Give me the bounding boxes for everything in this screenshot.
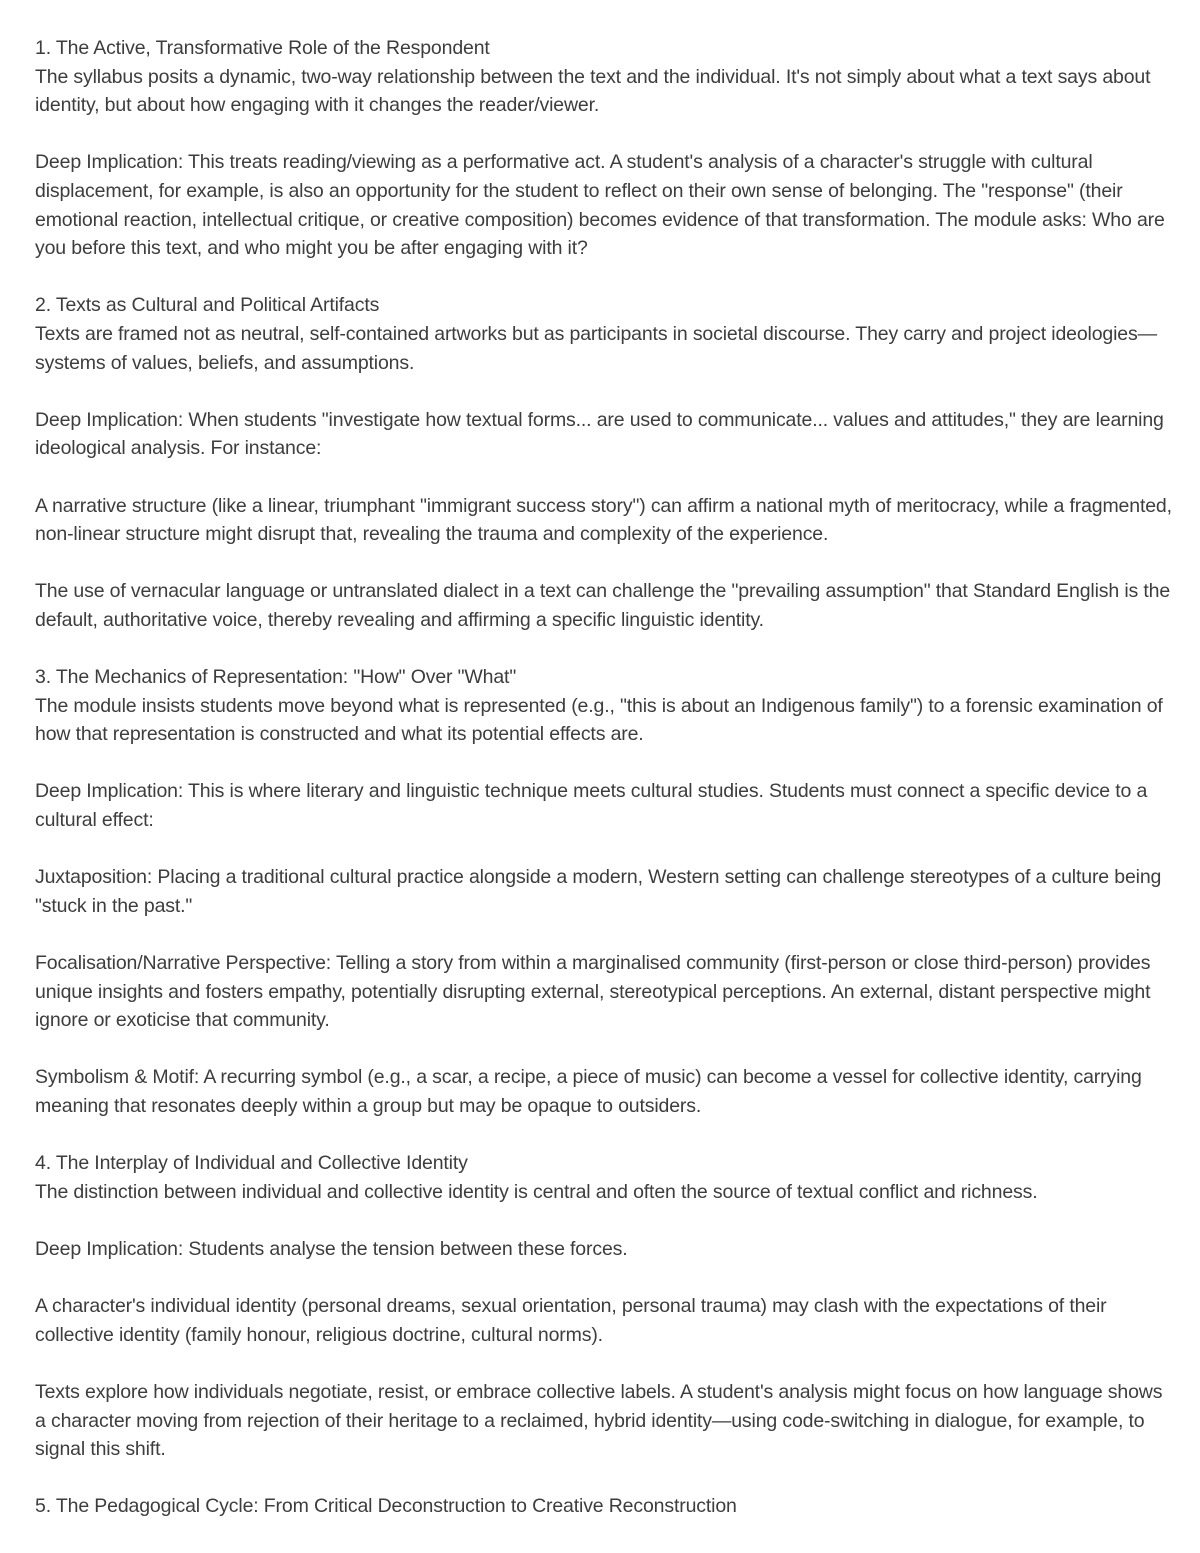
- section-2: [35, 291, 1178, 634]
- paragraph: The use of vernacular language or untranslated dialect in a text can challenge the "prevailing assumption" that Standard English is the default, authoritative voice, thereby revealing and affirming a specific linguistic identity.: [35, 580, 1176, 631]
- document-body: [35, 34, 1178, 1521]
- paragraph: Texts explore how individuals negotiate, resist, or embrace collective labels. A student's analysis might focus on how language shows a character moving from rejection of their heritage to a reclaimed, hybrid identity—using code-switching in dialogue, for example, to signal this shift.: [35, 1380, 1168, 1461]
- section-heading: 1. The Active, Transformative Role of the Respondent: [35, 37, 490, 59]
- section-heading: 4. The Interplay of Individual and Collective Identity: [35, 1152, 468, 1175]
- paragraph: Texts are framed not as neutral, self-contained artworks but as participants in societal discourse. They carry and project ideologies—systems of values, beliefs, and assumptions.: [35, 322, 1157, 374]
- section-heading: 5. The Pedagogical Cycle: From Critical Deconstruction to Creative Reconstruction: [35, 1495, 737, 1518]
- paragraph: A narrative structure (like a linear, triumphant "immigrant success story") can affirm a national myth of meritocracy, while a fragmented, non-linear structure might disrupt that, revealing the trauma and complexity of the experience.: [35, 494, 1178, 546]
- section-heading: 3. The Mechanics of Representation: "How" Over "What": [35, 666, 517, 689]
- paragraph: Juxtaposition: Placing a traditional cultural practice alongside a modern, Western setting can challenge stereotypes of a culture being "stuck in the past.": [35, 866, 1167, 917]
- paragraph: Deep Implication: This treats reading/viewing as a performative act. A student's analysis of a character's struggle with cultural displacement, for example, is also an opportunity for the student to reflect on their own sense of belonging. The "response" (their emotional reaction, intellectual critique, or creative composition) becomes evidence of that transformation. The module asks: Who are you before this text, and who might you be after engaging with it?: [35, 151, 1170, 260]
- paragraph: Focalisation/Narrative Perspective: Telling a story from within a marginalised community (first-person or close third-person) provides unique insights and fosters empathy, potentially disrupting external, stereotypical perceptions. An external, distant perspective might ignore or exoticise that community.: [35, 952, 1156, 1032]
- section-4: [35, 1149, 1175, 1464]
- section-1: [35, 34, 1175, 263]
- paragraph: Deep Implication: Students analyse the tension between these forces.: [35, 1237, 628, 1260]
- paragraph: The module insists students move beyond what is represented (e.g., "this is about an Indigenous family") to a forensic examination of how that representation is constructed and what its potential effects are.: [35, 694, 1168, 746]
- paragraph: A character's individual identity (personal dreams, sexual orientation, personal trauma) may clash with the expectations of their collective identity (family honour, religious doctrine, cultural norms).: [35, 1295, 1112, 1346]
- section-5: [35, 1492, 1175, 1521]
- paragraph: Deep Implication: When students "investigate how textual forms... are used to communicate... values and attitudes," they are learning ideological analysis. For instance:: [35, 408, 1170, 460]
- paragraph: Symbolism & Motif: A recurring symbol (e.g., a scar, a recipe, a piece of music) can become a vessel for collective identity, carrying meaning that resonates deeply within a group but may be opaque to outsiders.: [35, 1066, 1147, 1117]
- section-heading: 2. Texts as Cultural and Political Artifacts: [35, 294, 380, 317]
- paragraph: The distinction between individual and collective identity is central and often the source of textual conflict and richness.: [35, 1180, 1038, 1203]
- paragraph: Deep Implication: This is where literary and linguistic technique meets cultural studies. Students must connect a specific device to a cultural effect:: [35, 780, 1153, 832]
- paragraph: The syllabus posits a dynamic, two-way relationship between the text and the individual. It's not simply about what a text says about identity, but about how engaging with it changes the reader/viewer.: [35, 65, 1156, 117]
- section-3: [35, 663, 1175, 1121]
